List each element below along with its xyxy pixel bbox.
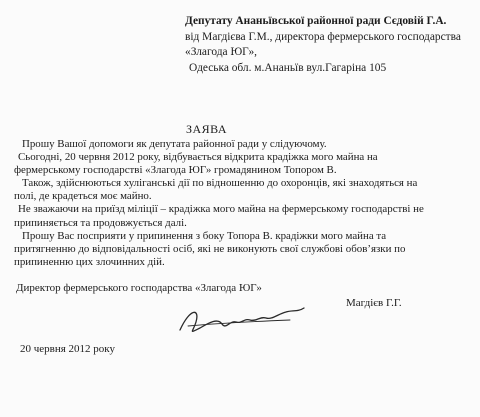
body-paragraph-cont: фермерському господарстві «Злагода ЮГ» громадянином Топором В. — [14, 164, 337, 177]
document-body — [14, 138, 476, 269]
body-paragraph-cont: припиняється та продовжується далі. — [14, 216, 187, 229]
body-paragraph: Не зважаючи на приїзд міліції – крадіжка мого майна на фермерському господарстві не — [18, 203, 424, 216]
body-paragraph: Прошу Вашої допомоги як депутата районної ради у слідуючому. — [22, 138, 327, 150]
signatory-name: Магдієв Г.Г. — [346, 297, 402, 309]
body-paragraph-cont: полі, де крадеться моє майно. — [14, 190, 152, 203]
signatory-position: Директор фермерського господарства «Злагода ЮГ» — [16, 282, 262, 294]
body-paragraph: Сьогодні, 20 червня 2012 року, відбувається відкрита крадіжка мого майна на — [18, 151, 378, 164]
document-title: ЗАЯВА — [186, 122, 228, 136]
body-paragraph: Прошу Вас посприяти у припинення з боку Топора В. крадіжки мого майна та — [22, 229, 387, 242]
sender-address-line: Одеська обл. м.Ананьїв вул.Гагаріна 105 — [189, 61, 387, 74]
addressee-block — [185, 14, 461, 76]
body-paragraph-cont: притягненню до відповідальності осіб, які не виконують свої службові обов’язки по — [14, 242, 406, 255]
sender-company-line: «Злагода ЮГ», — [185, 46, 257, 58]
body-paragraph-cont: припиненню цих злочинних дій. — [14, 255, 165, 268]
handwritten-signature — [170, 300, 310, 340]
document-date: 20 червня 2012 року — [20, 343, 115, 355]
sender-line: від Магдієва Г.М., директора фермерського господарства — [185, 30, 461, 43]
addressee-line: Депутату Ананьївської районної ради Сєдовій Г.А. — [185, 15, 447, 27]
body-paragraph: Також, здійснюються хуліганські дії по відношенню до охоронців, які знаходяться на — [22, 177, 418, 190]
